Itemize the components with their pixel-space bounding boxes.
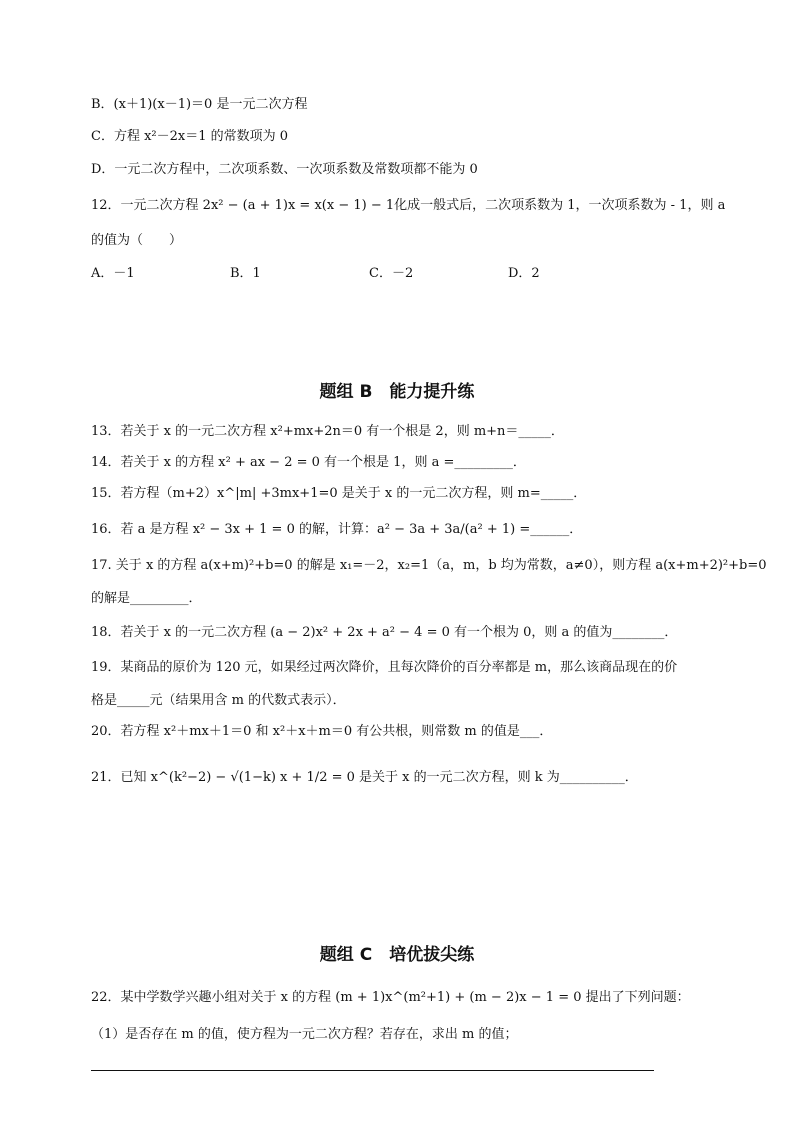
question-15: 15．若方程（m+2）x^|m| +3mx+1=0 是关于 x 的一元二次方程，则 m=_____． xyxy=(91,486,587,501)
question-14: 14．若关于 x 的方程 x² + ax − 2 = 0 有一个根是 1，则 a =_________． xyxy=(91,455,526,470)
question-22-part-1: （1）是否存在 m 的值，使方程为一元二次方程？若存在，求出 m 的值； xyxy=(91,1027,518,1042)
question-13: 13．若关于 x 的一元二次方程 x²+mx+2n＝0 有一个根是 2，则 m+n＝_____． xyxy=(91,424,564,439)
q12-option-a: A．－1 xyxy=(91,266,135,281)
question-17-line1: 17. 关于 x 的方程 a(x+m)²+b=0 的解是 x₁=－2，x₂=1（a，m，b 均为常数，a≠0），则方程 a(x+m+2)²+b=0 xyxy=(91,558,767,573)
question-18: 18．若关于 x 的一元二次方程 (a − 2)x² + 2x + a² − 4 = 0 有一个根为 0，则 a 的值为________． xyxy=(91,625,678,640)
section-heading-group-b: 题组 B 能力提升练 xyxy=(319,382,475,402)
question-22: 22．某中学数学兴趣小组对关于 x 的方程 (m + 1)x^(m²+1) + (m − 2)x − 1 = 0 提出了下列问题： xyxy=(91,990,690,1005)
choice-c-q11: C．方程 x²－2x＝1 的常数项为 0 xyxy=(91,129,289,144)
q12-option-c: C．－2 xyxy=(369,266,414,281)
choice-b-q11: B．(x＋1)(x－1)＝0 是一元二次方程 xyxy=(91,97,308,112)
q12-option-b: B．1 xyxy=(230,266,261,281)
question-21: 21．已知 x^(k²−2) − √(1−k) x + 1/2 = 0 是关于 x 的一元二次方程，则 k 为__________． xyxy=(91,770,638,785)
section-heading-group-c: 题组 C 培优拔尖练 xyxy=(319,945,475,965)
question-12-line2: 的值为（ ） xyxy=(91,233,183,248)
question-12-line1: 12．一元二次方程 2x² − (a + 1)x = x(x − 1) − 1化成一般式后，二次项系数为 1，一次项系数为 - 1，则 a xyxy=(91,198,726,213)
answer-rule-line xyxy=(91,1070,654,1071)
question-19-line2: 格是_____元（结果用含 m 的代数式表示）． xyxy=(91,693,346,708)
question-16: 16．若 a 是方程 x² − 3x + 1 = 0 的解，计算：a² − 3a + 3a/(a² + 1) =______． xyxy=(91,522,583,537)
question-17-line2: 的解是_________． xyxy=(91,591,202,606)
choice-d-q11: D．一元二次方程中，二次项系数、一次项系数及常数项都不能为 0 xyxy=(91,162,478,177)
question-19-line1: 19．某商品的原价为 120 元，如果经过两次降价，且每次降价的百分率都是 m，那么该商品现在的价 xyxy=(91,660,678,675)
question-20: 20．若方程 x²＋mx＋1＝0 和 x²＋x＋m＝0 有公共根，则常数 m 的值是___． xyxy=(91,724,553,739)
q12-option-d: D．2 xyxy=(508,266,540,281)
